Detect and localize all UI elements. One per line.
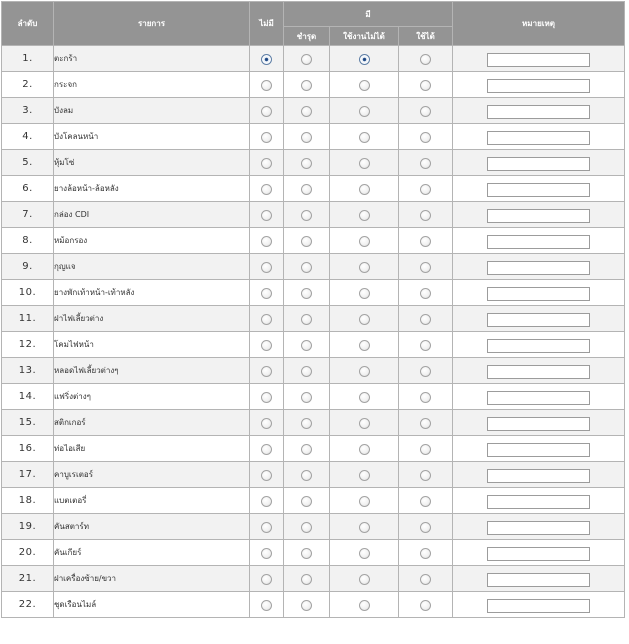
row-index: 5. bbox=[2, 150, 54, 176]
cell-remark bbox=[453, 410, 625, 436]
cell-damaged bbox=[284, 540, 330, 566]
cell-unusable bbox=[330, 72, 399, 98]
cell-none bbox=[250, 514, 284, 540]
cell-damaged bbox=[284, 124, 330, 150]
cell-usable bbox=[399, 332, 453, 358]
cell-usable bbox=[399, 358, 453, 384]
radio-damaged[interactable] bbox=[301, 54, 312, 65]
radio-unusable[interactable] bbox=[359, 366, 370, 377]
row-index: 13. bbox=[2, 358, 54, 384]
row-item-label: กุญแจ bbox=[54, 254, 250, 280]
row-item-label: ฝาเครื่องซ้าย/ขวา bbox=[54, 566, 250, 592]
row-index: 3. bbox=[2, 98, 54, 124]
cell-usable bbox=[399, 488, 453, 514]
row-index: 21. bbox=[2, 566, 54, 592]
table-row bbox=[2, 540, 625, 566]
row-item-label: หลอดไฟเลี้ยวต่างๆ bbox=[54, 358, 250, 384]
radio-unusable[interactable] bbox=[359, 132, 370, 143]
row-item-label: กระจก bbox=[54, 72, 250, 98]
radio-damaged[interactable] bbox=[301, 496, 312, 507]
radio-usable[interactable] bbox=[420, 80, 431, 91]
header-remark: หมายเหตุ bbox=[453, 2, 625, 46]
radio-usable[interactable] bbox=[420, 288, 431, 299]
cell-unusable bbox=[330, 46, 399, 72]
row-item-label: คันสตาร์ท bbox=[54, 514, 250, 540]
table-row bbox=[2, 358, 625, 384]
row-index: 6. bbox=[2, 176, 54, 202]
cell-none bbox=[250, 306, 284, 332]
cell-damaged bbox=[284, 280, 330, 306]
radio-damaged[interactable] bbox=[301, 314, 312, 325]
row-index: 7. bbox=[2, 202, 54, 228]
remark-input[interactable] bbox=[487, 443, 590, 457]
row-index: 15. bbox=[2, 410, 54, 436]
cell-damaged bbox=[284, 202, 330, 228]
row-index: 9. bbox=[2, 254, 54, 280]
radio-damaged[interactable] bbox=[301, 132, 312, 143]
radio-usable[interactable] bbox=[420, 314, 431, 325]
radio-none[interactable] bbox=[261, 262, 272, 273]
row-item-label: คาบูเรเตอร์ bbox=[54, 462, 250, 488]
radio-unusable[interactable] bbox=[359, 470, 370, 481]
radio-unusable[interactable] bbox=[359, 418, 370, 429]
row-index: 1. bbox=[2, 46, 54, 72]
radio-damaged[interactable] bbox=[301, 106, 312, 117]
row-item-label: หุ้มโซ่ bbox=[54, 150, 250, 176]
remark-input[interactable] bbox=[487, 521, 590, 535]
radio-none[interactable] bbox=[261, 54, 272, 65]
table-row bbox=[2, 280, 625, 306]
radio-usable[interactable] bbox=[420, 470, 431, 481]
remark-input[interactable] bbox=[487, 53, 590, 67]
cell-usable bbox=[399, 566, 453, 592]
cell-unusable bbox=[330, 202, 399, 228]
remark-input[interactable] bbox=[487, 339, 590, 353]
table-body bbox=[2, 46, 625, 618]
radio-damaged[interactable] bbox=[301, 236, 312, 247]
cell-remark bbox=[453, 98, 625, 124]
cell-usable bbox=[399, 150, 453, 176]
cell-usable bbox=[399, 410, 453, 436]
row-item-label: ฝาไฟเลี้ยวต่าง bbox=[54, 306, 250, 332]
cell-unusable bbox=[330, 332, 399, 358]
table-row bbox=[2, 124, 625, 150]
radio-usable[interactable] bbox=[420, 418, 431, 429]
cell-damaged bbox=[284, 46, 330, 72]
radio-unusable[interactable] bbox=[359, 54, 370, 65]
table-row bbox=[2, 436, 625, 462]
radio-unusable[interactable] bbox=[359, 288, 370, 299]
table-row bbox=[2, 592, 625, 618]
radio-usable[interactable] bbox=[420, 444, 431, 455]
radio-damaged[interactable] bbox=[301, 366, 312, 377]
cell-usable bbox=[399, 202, 453, 228]
remark-input[interactable] bbox=[487, 391, 590, 405]
cell-remark bbox=[453, 72, 625, 98]
cell-damaged bbox=[284, 592, 330, 618]
remark-input[interactable] bbox=[487, 261, 590, 275]
cell-none bbox=[250, 124, 284, 150]
table-row bbox=[2, 228, 625, 254]
cell-usable bbox=[399, 124, 453, 150]
remark-input[interactable] bbox=[487, 235, 590, 249]
radio-none[interactable] bbox=[261, 366, 272, 377]
cell-unusable bbox=[330, 150, 399, 176]
row-index: 11. bbox=[2, 306, 54, 332]
remark-input[interactable] bbox=[487, 209, 590, 223]
radio-damaged[interactable] bbox=[301, 340, 312, 351]
header-damaged: ชำรุด bbox=[284, 27, 330, 46]
radio-damaged[interactable] bbox=[301, 262, 312, 273]
radio-usable[interactable] bbox=[420, 600, 431, 611]
cell-none bbox=[250, 592, 284, 618]
cell-remark bbox=[453, 202, 625, 228]
radio-none[interactable] bbox=[261, 470, 272, 481]
cell-unusable bbox=[330, 540, 399, 566]
cell-remark bbox=[453, 358, 625, 384]
cell-none bbox=[250, 254, 284, 280]
row-item-label: บังลม bbox=[54, 98, 250, 124]
remark-input[interactable] bbox=[487, 183, 590, 197]
row-index: 14. bbox=[2, 384, 54, 410]
radio-damaged[interactable] bbox=[301, 288, 312, 299]
cell-unusable bbox=[330, 280, 399, 306]
cell-remark bbox=[453, 592, 625, 618]
remark-input[interactable] bbox=[487, 157, 590, 171]
cell-none bbox=[250, 540, 284, 566]
radio-damaged[interactable] bbox=[301, 158, 312, 169]
row-index: 16. bbox=[2, 436, 54, 462]
row-item-label: คันเกียร์ bbox=[54, 540, 250, 566]
radio-usable[interactable] bbox=[420, 366, 431, 377]
row-item-label: ตะกร้า bbox=[54, 46, 250, 72]
table-row bbox=[2, 306, 625, 332]
header-none: ไม่มี bbox=[250, 2, 284, 46]
radio-none[interactable] bbox=[261, 184, 272, 195]
cell-damaged bbox=[284, 254, 330, 280]
radio-damaged[interactable] bbox=[301, 470, 312, 481]
radio-none[interactable] bbox=[261, 340, 272, 351]
radio-damaged[interactable] bbox=[301, 522, 312, 533]
radio-unusable[interactable] bbox=[359, 444, 370, 455]
remark-input[interactable] bbox=[487, 495, 590, 509]
table-row bbox=[2, 202, 625, 228]
radio-unusable[interactable] bbox=[359, 600, 370, 611]
radio-unusable[interactable] bbox=[359, 80, 370, 91]
radio-none[interactable] bbox=[261, 210, 272, 221]
cell-usable bbox=[399, 384, 453, 410]
radio-none[interactable] bbox=[261, 600, 272, 611]
cell-unusable bbox=[330, 124, 399, 150]
cell-unusable bbox=[330, 384, 399, 410]
row-item-label: ท่อไอเสีย bbox=[54, 436, 250, 462]
radio-unusable[interactable] bbox=[359, 548, 370, 559]
remark-input[interactable] bbox=[487, 313, 590, 327]
cell-damaged bbox=[284, 488, 330, 514]
row-item-label: กล่อง CDI bbox=[54, 202, 250, 228]
radio-usable[interactable] bbox=[420, 184, 431, 195]
cell-damaged bbox=[284, 358, 330, 384]
cell-none bbox=[250, 566, 284, 592]
radio-unusable[interactable] bbox=[359, 522, 370, 533]
table-row bbox=[2, 514, 625, 540]
table-row bbox=[2, 488, 625, 514]
cell-unusable bbox=[330, 306, 399, 332]
radio-usable[interactable] bbox=[420, 548, 431, 559]
cell-usable bbox=[399, 228, 453, 254]
header-item: รายการ bbox=[54, 2, 250, 46]
cell-unusable bbox=[330, 462, 399, 488]
cell-none bbox=[250, 98, 284, 124]
remark-input[interactable] bbox=[487, 417, 590, 431]
cell-damaged bbox=[284, 176, 330, 202]
cell-unusable bbox=[330, 436, 399, 462]
radio-damaged[interactable] bbox=[301, 418, 312, 429]
radio-unusable[interactable] bbox=[359, 210, 370, 221]
radio-usable[interactable] bbox=[420, 522, 431, 533]
table-row bbox=[2, 254, 625, 280]
row-item-label: แบตเตอรี่ bbox=[54, 488, 250, 514]
radio-usable[interactable] bbox=[420, 574, 431, 585]
radio-none[interactable] bbox=[261, 444, 272, 455]
radio-unusable[interactable] bbox=[359, 392, 370, 403]
radio-unusable[interactable] bbox=[359, 184, 370, 195]
remark-input[interactable] bbox=[487, 469, 590, 483]
radio-usable[interactable] bbox=[420, 392, 431, 403]
cell-damaged bbox=[284, 514, 330, 540]
cell-none bbox=[250, 228, 284, 254]
radio-damaged[interactable] bbox=[301, 444, 312, 455]
cell-unusable bbox=[330, 488, 399, 514]
radio-damaged[interactable] bbox=[301, 392, 312, 403]
row-item-label: หม้อกรอง bbox=[54, 228, 250, 254]
row-index: 10. bbox=[2, 280, 54, 306]
cell-damaged bbox=[284, 228, 330, 254]
cell-usable bbox=[399, 462, 453, 488]
row-index: 19. bbox=[2, 514, 54, 540]
table-row bbox=[2, 462, 625, 488]
cell-remark bbox=[453, 176, 625, 202]
header-unusable: ใช้งานไม่ได้ bbox=[330, 27, 399, 46]
row-item-label: แฟริ่งต่างๆ bbox=[54, 384, 250, 410]
remark-input[interactable] bbox=[487, 573, 590, 587]
cell-damaged bbox=[284, 410, 330, 436]
row-index: 4. bbox=[2, 124, 54, 150]
radio-none[interactable] bbox=[261, 236, 272, 247]
radio-none[interactable] bbox=[261, 80, 272, 91]
cell-none bbox=[250, 72, 284, 98]
cell-none bbox=[250, 280, 284, 306]
cell-remark bbox=[453, 540, 625, 566]
cell-remark bbox=[453, 436, 625, 462]
row-item-label: บังโคลนหน้า bbox=[54, 124, 250, 150]
radio-none[interactable] bbox=[261, 496, 272, 507]
cell-usable bbox=[399, 98, 453, 124]
cell-unusable bbox=[330, 592, 399, 618]
table-header bbox=[2, 2, 625, 46]
cell-damaged bbox=[284, 72, 330, 98]
cell-damaged bbox=[284, 462, 330, 488]
radio-none[interactable] bbox=[261, 522, 272, 533]
radio-none[interactable] bbox=[261, 158, 272, 169]
cell-usable bbox=[399, 176, 453, 202]
table-row bbox=[2, 150, 625, 176]
radio-unusable[interactable] bbox=[359, 262, 370, 273]
remark-input[interactable] bbox=[487, 287, 590, 301]
cell-none bbox=[250, 358, 284, 384]
cell-remark bbox=[453, 332, 625, 358]
radio-usable[interactable] bbox=[420, 262, 431, 273]
radio-none[interactable] bbox=[261, 106, 272, 117]
radio-unusable[interactable] bbox=[359, 314, 370, 325]
row-index: 20. bbox=[2, 540, 54, 566]
table-row bbox=[2, 332, 625, 358]
row-index: 17. bbox=[2, 462, 54, 488]
header-have: มี bbox=[284, 2, 453, 27]
cell-unusable bbox=[330, 176, 399, 202]
radio-usable[interactable] bbox=[420, 54, 431, 65]
cell-damaged bbox=[284, 98, 330, 124]
table-row bbox=[2, 46, 625, 72]
radio-usable[interactable] bbox=[420, 132, 431, 143]
cell-usable bbox=[399, 254, 453, 280]
cell-damaged bbox=[284, 150, 330, 176]
row-item-label: ยางล้อหน้า-ล้อหลัง bbox=[54, 176, 250, 202]
radio-unusable[interactable] bbox=[359, 574, 370, 585]
cell-none bbox=[250, 202, 284, 228]
radio-unusable[interactable] bbox=[359, 158, 370, 169]
cell-remark bbox=[453, 566, 625, 592]
cell-remark bbox=[453, 254, 625, 280]
remark-input[interactable] bbox=[487, 131, 590, 145]
row-index: 2. bbox=[2, 72, 54, 98]
cell-unusable bbox=[330, 254, 399, 280]
inspection-table bbox=[1, 1, 625, 618]
radio-usable[interactable] bbox=[420, 106, 431, 117]
radio-unusable[interactable] bbox=[359, 340, 370, 351]
radio-usable[interactable] bbox=[420, 236, 431, 247]
radio-none[interactable] bbox=[261, 132, 272, 143]
cell-none bbox=[250, 384, 284, 410]
row-item-label: ชุดเรือนไมล์ bbox=[54, 592, 250, 618]
cell-remark bbox=[453, 384, 625, 410]
cell-damaged bbox=[284, 332, 330, 358]
radio-usable[interactable] bbox=[420, 340, 431, 351]
radio-usable[interactable] bbox=[420, 496, 431, 507]
cell-usable bbox=[399, 46, 453, 72]
radio-none[interactable] bbox=[261, 418, 272, 429]
cell-remark bbox=[453, 280, 625, 306]
cell-usable bbox=[399, 72, 453, 98]
cell-remark bbox=[453, 228, 625, 254]
cell-none bbox=[250, 176, 284, 202]
cell-damaged bbox=[284, 436, 330, 462]
table-row bbox=[2, 410, 625, 436]
radio-usable[interactable] bbox=[420, 158, 431, 169]
radio-none[interactable] bbox=[261, 574, 272, 585]
cell-unusable bbox=[330, 98, 399, 124]
table-row bbox=[2, 72, 625, 98]
cell-unusable bbox=[330, 228, 399, 254]
radio-damaged[interactable] bbox=[301, 574, 312, 585]
cell-remark bbox=[453, 488, 625, 514]
cell-none bbox=[250, 488, 284, 514]
cell-damaged bbox=[284, 306, 330, 332]
cell-none bbox=[250, 410, 284, 436]
cell-unusable bbox=[330, 410, 399, 436]
cell-none bbox=[250, 462, 284, 488]
radio-damaged[interactable] bbox=[301, 548, 312, 559]
radio-damaged[interactable] bbox=[301, 184, 312, 195]
radio-none[interactable] bbox=[261, 288, 272, 299]
radio-none[interactable] bbox=[261, 392, 272, 403]
row-index: 18. bbox=[2, 488, 54, 514]
row-index: 8. bbox=[2, 228, 54, 254]
radio-damaged[interactable] bbox=[301, 80, 312, 91]
cell-unusable bbox=[330, 514, 399, 540]
header-usable: ใช้ได้ bbox=[399, 27, 453, 46]
table-row bbox=[2, 98, 625, 124]
table-row bbox=[2, 384, 625, 410]
cell-damaged bbox=[284, 566, 330, 592]
radio-usable[interactable] bbox=[420, 210, 431, 221]
cell-unusable bbox=[330, 358, 399, 384]
remark-input[interactable] bbox=[487, 599, 590, 613]
cell-unusable bbox=[330, 566, 399, 592]
cell-remark bbox=[453, 150, 625, 176]
row-item-label: ยางพักเท้าหน้า-เท้าหลัง bbox=[54, 280, 250, 306]
table-row bbox=[2, 176, 625, 202]
cell-remark bbox=[453, 46, 625, 72]
cell-remark bbox=[453, 514, 625, 540]
row-item-label: สติกเกอร์ bbox=[54, 410, 250, 436]
cell-usable bbox=[399, 436, 453, 462]
cell-remark bbox=[453, 462, 625, 488]
radio-unusable[interactable] bbox=[359, 496, 370, 507]
cell-none bbox=[250, 46, 284, 72]
cell-remark bbox=[453, 306, 625, 332]
radio-damaged[interactable] bbox=[301, 210, 312, 221]
cell-usable bbox=[399, 592, 453, 618]
cell-none bbox=[250, 150, 284, 176]
radio-unusable[interactable] bbox=[359, 236, 370, 247]
cell-damaged bbox=[284, 384, 330, 410]
cell-usable bbox=[399, 514, 453, 540]
header-index: ลำดับ bbox=[2, 2, 54, 46]
radio-none[interactable] bbox=[261, 314, 272, 325]
cell-usable bbox=[399, 540, 453, 566]
row-index: 22. bbox=[2, 592, 54, 618]
table-row bbox=[2, 566, 625, 592]
remark-input[interactable] bbox=[487, 105, 590, 119]
cell-none bbox=[250, 332, 284, 358]
cell-none bbox=[250, 436, 284, 462]
remark-input[interactable] bbox=[487, 79, 590, 93]
radio-damaged[interactable] bbox=[301, 600, 312, 611]
remark-input[interactable] bbox=[487, 365, 590, 379]
cell-usable bbox=[399, 280, 453, 306]
radio-unusable[interactable] bbox=[359, 106, 370, 117]
radio-none[interactable] bbox=[261, 548, 272, 559]
row-index: 12. bbox=[2, 332, 54, 358]
row-item-label: โคมไฟหน้า bbox=[54, 332, 250, 358]
remark-input[interactable] bbox=[487, 547, 590, 561]
cell-remark bbox=[453, 124, 625, 150]
cell-usable bbox=[399, 306, 453, 332]
